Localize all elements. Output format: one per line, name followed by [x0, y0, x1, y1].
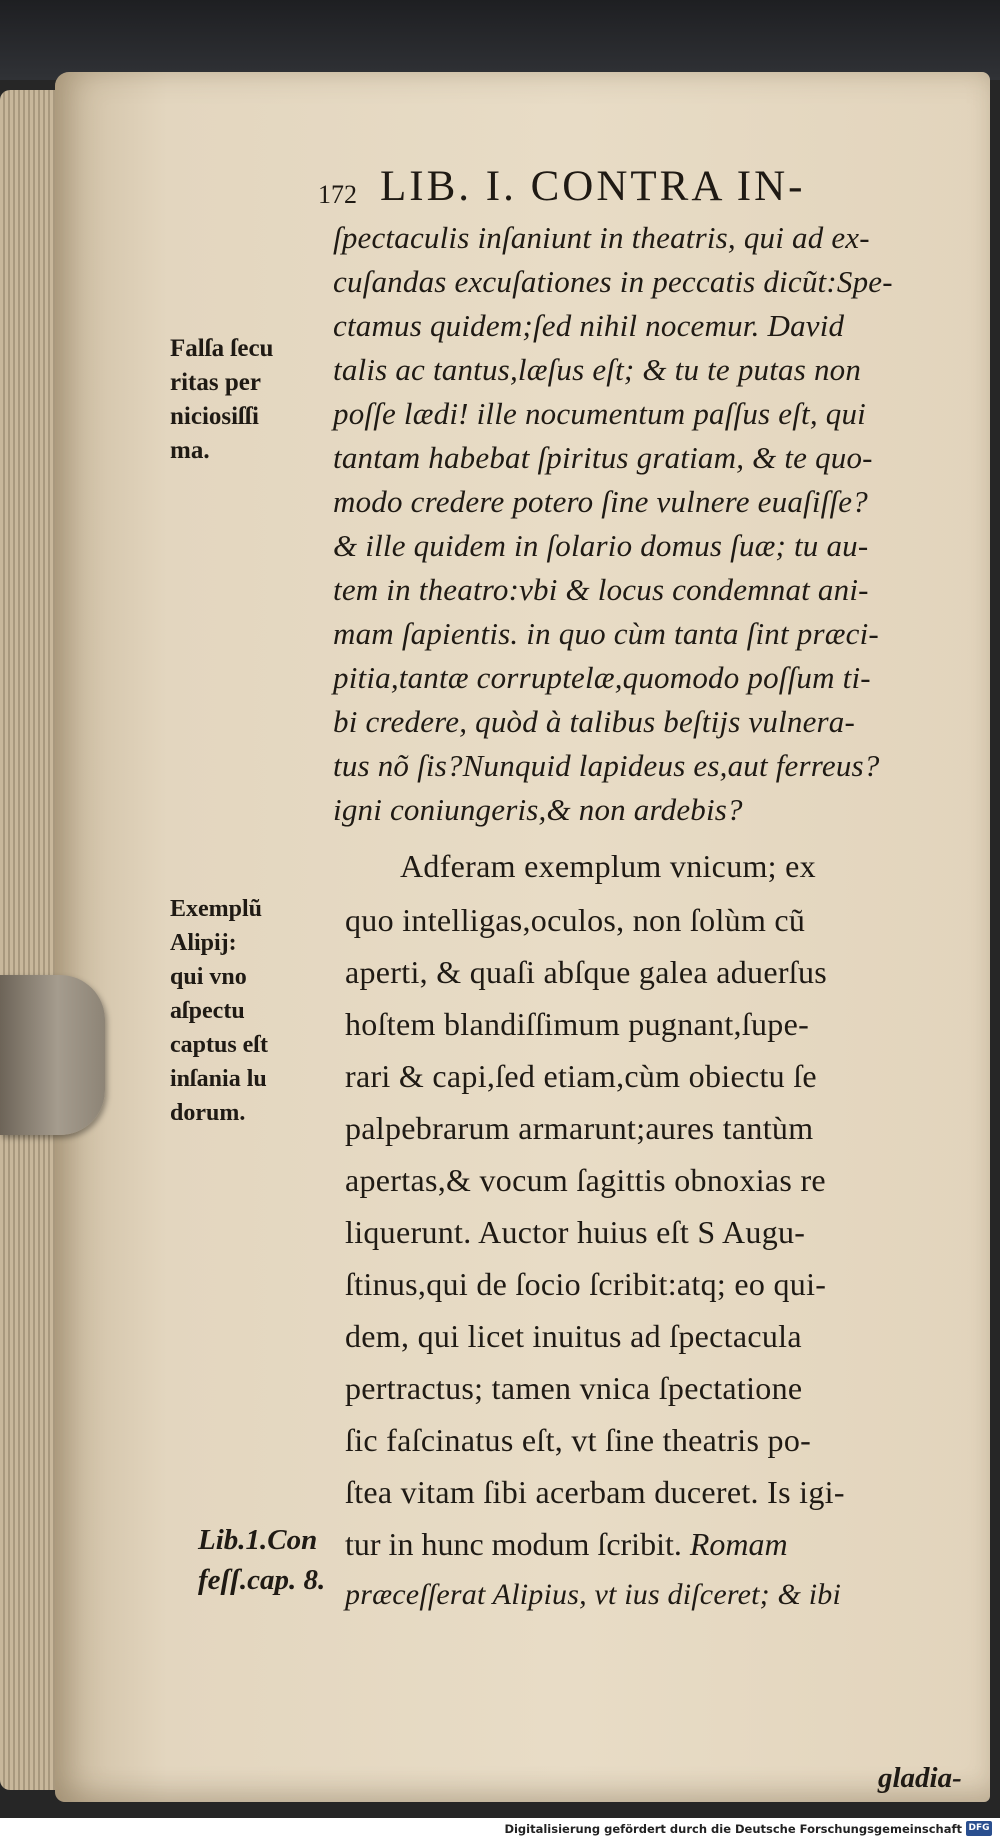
running-title: LIB. I. CONTRA IN-	[380, 163, 806, 210]
margin-note-line: captus eſt	[170, 1032, 268, 1058]
text-line: tem in theatro:vbi & locus condemnat ani-	[333, 572, 869, 607]
margin-note-line: Lib.1.Con	[198, 1524, 318, 1556]
text-line: Adferam exemplum vnicum; ex	[400, 848, 816, 884]
text-line: igni coniungeris,& non ardebis?	[333, 792, 743, 827]
margin-note-line: Exemplũ	[170, 896, 263, 922]
digitization-credit: Digitalisierung gefördert durch die Deutsche Forschungsgemeinschaft	[504, 1822, 962, 1836]
text-line: mam ſapientis. in quo cùm tanta ſint præci-	[333, 616, 879, 651]
page-number: 172	[318, 180, 357, 209]
text-line	[345, 1526, 788, 1563]
margin-note-line: feſſ.cap. 8.	[198, 1564, 326, 1596]
text-line-italic: Romam	[689, 1526, 788, 1562]
margin-note-1	[170, 332, 273, 468]
text-line: præceſſerat Alipius, vt ius diſceret; & ibi	[345, 1578, 842, 1611]
text-line: & ille quidem in ſolario domus ſuæ; tu au-	[333, 528, 869, 563]
text-line: palpebrarum armarunt;aures tantùm	[345, 1110, 814, 1146]
margin-note-line: inſania lu	[170, 1066, 267, 1092]
text-line: tantam habebat ſpiritus gratiam, & te quo-	[333, 440, 873, 475]
text-line: tus nõ ſis?Nunquid lapideus es,aut ferreus?	[333, 748, 880, 783]
margin-note-line: aſpectu	[170, 998, 245, 1024]
text-line-roman: tur in hunc modum ſcribit.	[345, 1526, 682, 1562]
text-line: ctamus quidem;ſed nihil nocemur. David	[333, 308, 845, 343]
text-line: ſic faſcinatus eſt, vt ſine theatris po-	[345, 1422, 812, 1458]
text-line: cuſandas excuſationes in peccatis dicũt:Spe-	[333, 264, 893, 299]
margin-note-2	[170, 892, 268, 1130]
text-line: pitia,tantæ corruptelæ,quomodo poſſum ti-	[333, 660, 871, 695]
text-line: talis ac tantus,læſus eſt; & tu te putas non	[333, 352, 862, 387]
text-line: liquerunt. Auctor huius eſt S Augu-	[345, 1214, 806, 1250]
text-line: apertas,& vocum ſagittis obnoxias re	[345, 1162, 826, 1198]
text-line: rari & capi,ſed etiam,cùm obiectu ſe	[345, 1058, 817, 1094]
text-line: hoſtem blandiſſimum pugnant,ſupe-	[345, 1006, 810, 1042]
text-line: ſtea vitam ſibi acerbam duceret. Is igi-	[345, 1474, 845, 1510]
margin-note-line: ritas per	[170, 369, 261, 396]
text-line: quo intelligas,oculos, non ſolùm cũ	[345, 902, 806, 938]
margin-note-3	[198, 1520, 325, 1600]
margin-note-line: dorum.	[170, 1100, 246, 1126]
text-line: ſpectaculis inſaniunt in theatris, qui ad ex-	[333, 220, 870, 255]
text-line: pertractus; tamen vnica ſpectatione	[345, 1370, 803, 1406]
catchword: gladia-	[878, 1762, 962, 1794]
text-line: dem, qui licet inuitus ad ſpectacula	[345, 1318, 802, 1354]
text-line: poſſe lædi! ille nocumentum paſſus eſt, qui	[333, 396, 866, 431]
text-line: aperti, & quaſi abſque galea aduerſus	[345, 954, 828, 990]
page-clip	[0, 975, 105, 1135]
book-cover-edge	[0, 0, 1000, 80]
margin-note-line: ma.	[170, 437, 210, 464]
margin-note-line: qui vno	[170, 964, 247, 990]
text-line: modo credere potero ſine vulnere euaſiſſe?	[333, 484, 868, 519]
text-line: ſtinus,qui de ſocio ſcribit:atq; eo qui-	[345, 1266, 827, 1302]
margin-note-line: niciosiſſi	[170, 403, 259, 430]
text-line: bi credere, quòd à talibus beſtijs vulnera-	[333, 704, 856, 739]
dfg-logo-icon: DFG	[966, 1821, 992, 1836]
margin-note-line: Falſa ſecu	[170, 335, 274, 362]
margin-note-line: Alipij:	[170, 930, 237, 956]
